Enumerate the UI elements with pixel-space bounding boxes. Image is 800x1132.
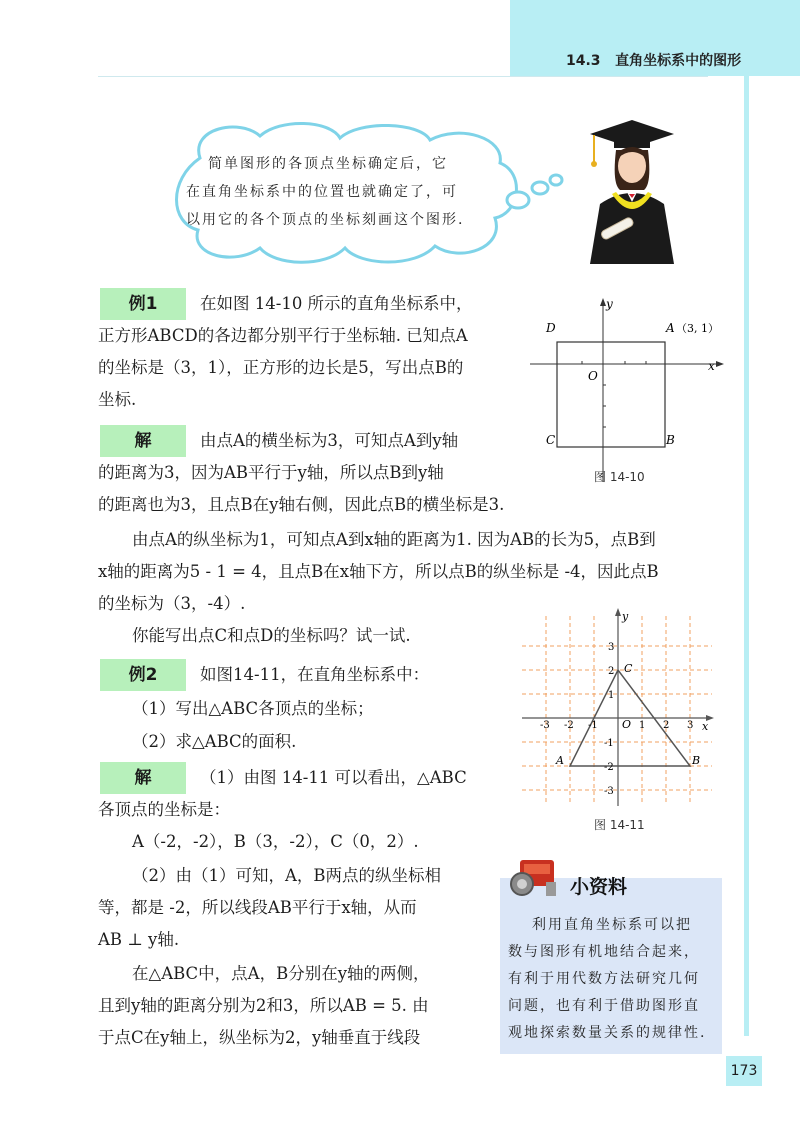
fig1-origin-label: O: [588, 369, 598, 383]
solution1-label: 解: [100, 425, 186, 457]
fig2-xtick: -1: [588, 720, 598, 731]
fig2-point-c: C: [624, 662, 633, 675]
fig2-origin-label: O: [622, 718, 632, 731]
example2-line-1: 如图14-11，在直角坐标系中：: [200, 665, 430, 684]
example2-label: 例2: [100, 659, 186, 691]
fig2-ytick: 3: [608, 642, 615, 653]
info-line-3: 有利于用代数方法研究几何: [508, 971, 700, 987]
fig2-ytick: -3: [604, 786, 614, 797]
fig1-x-label: x: [708, 359, 715, 373]
solution1-line-7: 你能写出点C和点D的坐标吗？试一试.: [132, 626, 411, 645]
header-rule: [98, 76, 708, 77]
fig2-xtick: 1: [639, 720, 646, 731]
page-number: 173: [726, 1056, 762, 1086]
figure-14-11-caption: 图 14-11: [594, 818, 645, 832]
cloud-line-3: 以用它的各个顶点的坐标刻画这个图形.: [186, 212, 465, 228]
fig1-point-c: C: [546, 433, 556, 447]
info-line-4: 问题，也有利于借助图形直: [508, 998, 700, 1014]
fig2-xtick: 2: [663, 720, 670, 731]
example1-label: 例1: [100, 288, 186, 320]
graduate-student-illustration: [582, 112, 682, 264]
solution1-line-3: 的距离也为3，且点B在y轴右侧，因此点B的横坐标是3.: [98, 495, 505, 514]
solution1-line-5: x轴的距离为5 - 1 = 4，且点B在x轴下方，所以点B的纵坐标是 -4，因此点B: [98, 562, 659, 581]
fig2-xtick: 3: [687, 720, 694, 731]
solution2-line-4: （2）由（1）可知，A，B两点的纵坐标相: [132, 866, 442, 885]
figure-14-10-caption: 图 14-10: [594, 470, 645, 484]
example2-line-2: （1）写出△ABC各顶点的坐标；: [132, 699, 374, 718]
example1-line-4: 坐标.: [98, 390, 137, 409]
solution2-line-9: 于点C在y轴上，纵坐标为2，y轴垂直于线段: [98, 1028, 421, 1047]
info-line-1: 利用直角坐标系可以把: [532, 917, 692, 933]
section-title: 直角坐标系中的图形: [615, 53, 742, 69]
solution2-line-2: 各顶点的坐标是：: [98, 800, 230, 819]
example1-line-2: 正方形ABCD的各边都分别平行于坐标轴. 已知点A: [98, 326, 468, 345]
solution1-line-1: 由点A的横坐标为3，可知点A到y轴: [200, 431, 459, 450]
solution2-line-8: 且到y轴的距离分别为2和3，所以AB = 5. 由: [98, 996, 429, 1015]
solution2-line-6: AB ⊥ y轴.: [98, 930, 180, 949]
info-line-2: 数与图形有机地结合起来，: [508, 944, 700, 960]
solution1-line-6: 的坐标为（3，-4）.: [98, 594, 246, 613]
fig1-y-label: y: [606, 297, 613, 311]
fig2-ytick: -2: [604, 762, 614, 773]
margin-bar: [744, 76, 749, 1036]
example2-line-3: （2）求△ABC的面积.: [132, 732, 297, 751]
solution2-label: 解: [100, 762, 186, 794]
fig1-point-a-coord: （3, 1）: [676, 322, 719, 335]
solution2-line-1: （1）由图 14-11 可以看出，△ABC: [200, 768, 467, 787]
solution1-line-2: 的距离为3，因为AB平行于y轴，所以点B到y轴: [98, 463, 444, 482]
section-header: [566, 50, 741, 70]
fig2-ytick: 1: [608, 690, 615, 701]
figure-14-10: [520, 292, 730, 492]
fig2-point-b: B: [692, 754, 701, 767]
fig2-ytick: 2: [608, 666, 615, 677]
fig1-point-a: A: [666, 321, 675, 335]
info-line-5: 观地探索数量关系的规律性.: [508, 1025, 707, 1041]
info-title: 小资料: [570, 876, 628, 898]
solution2-line-7: 在△ABC中，点A，B分别在y轴的两侧，: [132, 964, 430, 983]
solution1-line-4: 由点A的纵坐标为1，可知点A到x轴的距离为1. 因为AB的长为5，点B到: [132, 530, 656, 549]
fig2-y-label: y: [622, 610, 629, 623]
figure-14-11: [516, 606, 716, 810]
solution2-line-5: 等，都是 -2，所以线段AB平行于x轴，从而: [98, 898, 417, 917]
example1-line-3: 的坐标是（3，1），正方形的边长是5，写出点B的: [98, 358, 464, 377]
example1-line-1: 在如图 14-10 所示的直角坐标系中，: [200, 294, 473, 313]
cloud-line-2: 在直角坐标系中的位置也就确定了，可: [186, 184, 458, 200]
section-number: 14.3: [566, 53, 601, 69]
solution2-line-3: A（-2，-2），B（3，-2），C（0，2）.: [132, 832, 419, 851]
fig2-ytick: -1: [604, 738, 614, 749]
fig2-point-a: A: [556, 754, 564, 767]
fig1-point-d: D: [546, 321, 556, 335]
cloud-line-1: 简单图形的各顶点坐标确定后，它: [208, 156, 448, 172]
camera-icon: [506, 852, 564, 900]
fig2-x-label: x: [702, 720, 709, 733]
fig2-xtick: -3: [540, 720, 550, 731]
fig2-xtick: -2: [564, 720, 574, 731]
fig1-point-b: B: [666, 433, 675, 447]
